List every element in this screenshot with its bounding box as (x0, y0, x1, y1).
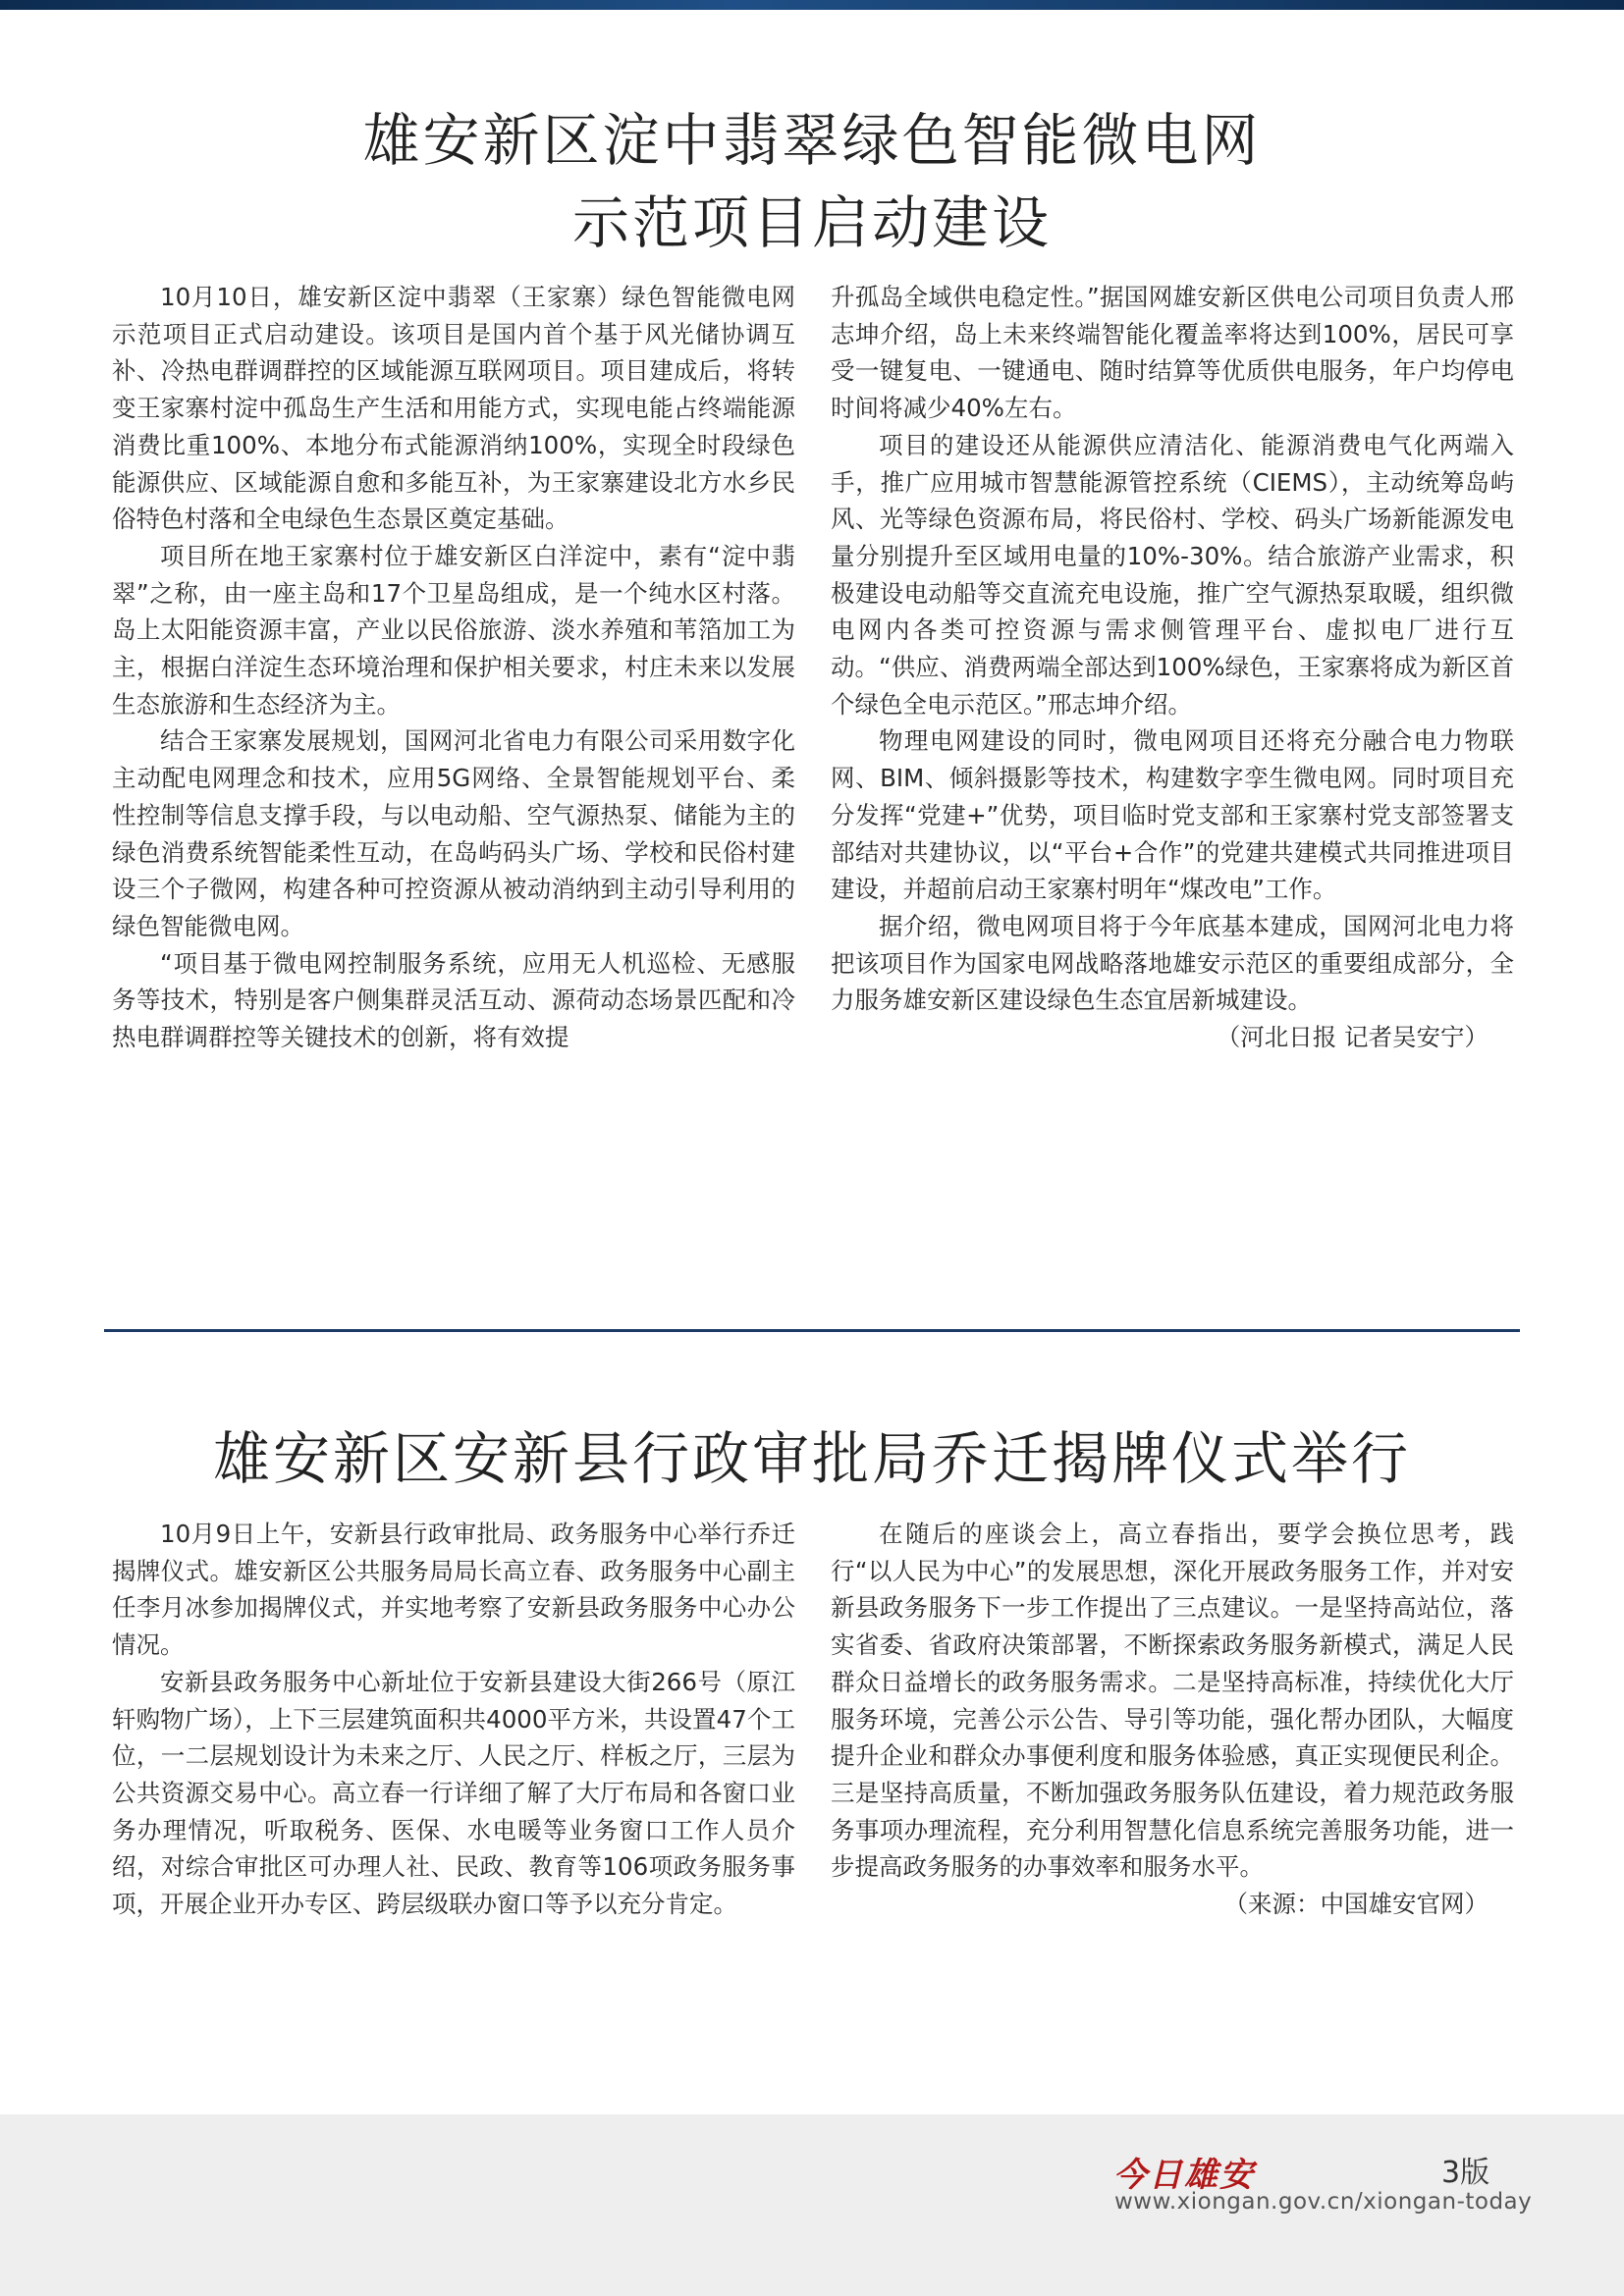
article-1-paragraph: 项目的建设还从能源供应清洁化、能源消费电气化两端入手，推广应用城市智慧能源管控系统（CIEMS），主动统筹岛屿风、光等绿色资源布局，将民俗村、学校、码头广场新能源发电量分别提升至区域用电量的10%-30%。结合旅游产业需求，积极建设电动船等交直流充电设施，推广空气源热泵取暖，组织微电网内各类可控资源与需求侧管理平台、虚拟电厂进行互动。“供应、消费两端全部达到100%绿色，王家寨将成为新区首个绿色全电示范区。”邢志坤介绍。 (831, 430, 1514, 719)
footer-url: www.xiongan.gov.cn/xiongan-today (1114, 2189, 1533, 2215)
article-2-paragraph: 安新县政务服务中心新址位于安新县建设大街266号（原江轩购物广场），上下三层建筑面积共4000平方米，共设置47个工位，一二层规划设计为未来之厅、人民之厅、样板之厅，三层为公共资源交易中心。高立春一行详细了解了大厅布局和各窗口业务办理情况，听取税务、医保、水电暖等业务窗口工作人员介绍，对综合审批区可办理人社、民政、教育等106项政务服务事项，开展企业开办专区、跨层级联办窗口等予以充分肯定。 (112, 1667, 795, 1919)
publication-logo: 今日雄安 (1113, 2156, 1255, 2195)
article-1-paragraph: 据介绍，微电网项目将于今年底基本建成，国网河北电力将把该项目作为国家电网战略落地雄安示范区的重要组成部分，全力服务雄安新区建设绿色生态宜居新城建设。 (831, 911, 1514, 1015)
article-1-paragraph: 物理电网建设的同时，微电网项目还将充分融合电力物联网、BIM、倾斜摄影等技术，构建数字孪生微电网。同时项目充分发挥“党建+”优势，项目临时党支部和王家寨村党支部签署支部结对共建协议，以“平台+合作”的党建共建模式共同推进项目建设，并超前启动王家寨村明年“煤改电”工作。 (831, 726, 1514, 904)
article-1-paragraph: 项目所在地王家寨村位于雄安新区白洋淀中，素有“淀中翡翠”之称，由一座主岛和17个卫星岛组成，是一个纯水区村落。岛上太阳能资源丰富，产业以民俗旅游、淡水养殖和苇箔加工为主，根据白洋淀生态环境治理和保护相关要求，村庄未来以发展生态旅游和生态经济为主。 (112, 541, 795, 719)
article-2-paragraph: 在随后的座谈会上，高立春指出，要学会换位思考，践行“以人民为中心”的发展思想，深化开展政务服务工作，并对安新县政务服务下一步工作提出了三点建议。一是坚持高站位，落实省委、省政府决策部署，不断探索政务服务新模式，满足人民群众日益增长的政务服务需求。二是坚持高标准，持续优化大厅服务环境，完善公示公告、导引等功能，强化帮办团队，大幅度提升企业和群众办事便利度和服务体验感，真正实现便民利企。三是坚持高质量，不断加强政务服务队伍建设，着力规范政务服务事项办理流程，充分利用智慧化信息系统完善服务功能，进一步提高政务服务的办事效率和服务水平。 (831, 1520, 1514, 1882)
article-1-left-column (112, 279, 795, 1056)
article-1-paragraph: “项目基于微电网控制服务系统，应用无人机巡检、无感服务等技术，特别是客户侧集群灵活互动、源荷动态场景匹配和冷热电群调群控等关键技术的创新，将有效提 (112, 948, 795, 1052)
article-2-left-column (112, 1516, 795, 1923)
article-1-right-column (831, 279, 1514, 1056)
article-2-right-column (831, 1516, 1514, 1923)
section-divider (104, 1329, 1520, 1332)
article-2-paragraph: 10月9日上午，安新县行政审批局、政务服务中心举行乔迁揭牌仪式。雄安新区公共服务局局长高立春、政务服务中心副主任李月冰参加揭牌仪式，并实地考察了安新县政务服务中心办公情况。 (112, 1520, 795, 1660)
article-1-title-line-1: 雄安新区淀中翡翠绿色智能微电网 (362, 106, 1262, 174)
article-1-title-line-2: 示范项目启动建设 (571, 188, 1052, 256)
article-2-source: （来源：中国雄安官网） (1223, 1890, 1489, 1919)
article-1-paragraph: 10月10日，雄安新区淀中翡翠（王家寨）绿色智能微电网示范项目正式启动建设。该项目是国内首个基于风光储协调互补、冷热电群调群控的区域能源互联网项目。项目建成后，将转变王家寨村淀中孤岛生产生活和用能方式，实现电能占终端能源消费比重100%、本地分布式能源消纳100%，实现全时段绿色能源供应、区域能源自愈和多能互补，为王家寨建设北方水乡民俗特色村落和全电绿色生态景区奠定基础。 (112, 283, 795, 534)
article-1-paragraph-continuation: 升孤岛全域供电稳定性。”据国网雄安新区供电公司项目负责人邢志坤介绍，岛上未来终端智能化覆盖率将达到100%，居民可享受一键复电、一键通电、随时结算等优质供电服务，年户均停电时间将减少40%左右。 (831, 283, 1514, 423)
article-1-source: （河北日报 记者吴安宁） (1216, 1023, 1489, 1052)
article-1-title (59, 99, 1565, 264)
article-1-paragraph: 结合王家寨发展规划，国网河北省电力有限公司采用数字化主动配电网理念和技术，应用5G网络、全景智能规划平台、柔性控制等信息支撑手段，与以电动船、空气源热泵、储能为主的绿色消费系统智能柔性互动，在岛屿码头广场、学校和民俗村建设三个子微网，构建各种可控资源从被动消纳到主动引导利用的绿色智能微电网。 (112, 726, 795, 940)
article-2-title: 雄安新区安新县行政审批局乔迁揭牌仪式举行 (212, 1424, 1411, 1492)
top-bar (0, 0, 1624, 10)
page-number: 3版 (1441, 2156, 1490, 2190)
